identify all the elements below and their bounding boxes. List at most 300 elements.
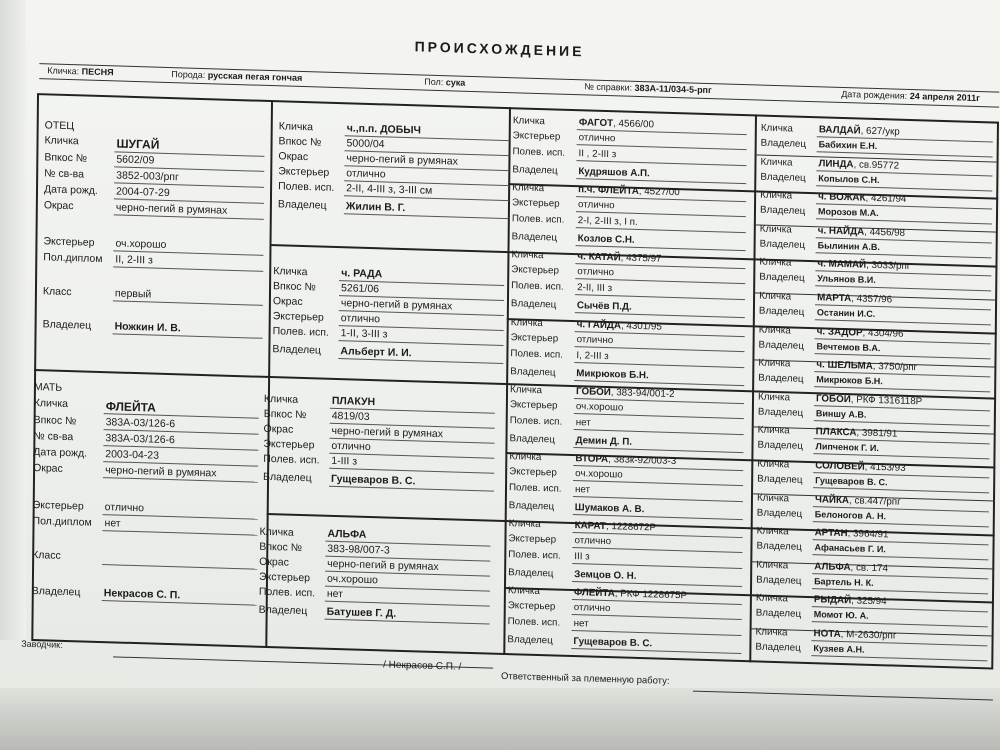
father-class: первый: [114, 287, 152, 301]
label: Полев. исп.: [508, 482, 562, 495]
underline: [344, 213, 509, 219]
great-grandparent-name: КАРАТ: [574, 520, 607, 533]
underline: [814, 386, 990, 392]
great-grandparent-name: п.ч. ФЛЕЙТА: [578, 184, 639, 198]
grandparent-vkpos: 4819/03: [331, 409, 370, 423]
label: Владелец: [759, 238, 806, 251]
grandparent-field: 2-II, 4-III з, 3-III см: [346, 182, 433, 197]
ancestor-name-value: [817, 292, 892, 305]
ancestor-owner: Копылов С.Н.: [818, 172, 880, 185]
great-grandparent-ext: отлично: [574, 535, 612, 548]
ancestor-name: ч. ВОЖАК: [818, 191, 866, 204]
underline: [815, 353, 991, 359]
label: Экстерьер: [511, 197, 560, 210]
mother-name: ФЛЕЙТА: [105, 399, 156, 415]
label: Экстерьер: [510, 331, 559, 345]
label: Владелец: [31, 584, 81, 599]
label: Кличка: [756, 492, 789, 505]
label: Кличка: [259, 525, 294, 539]
mother-color: черно-пегий в румянах: [105, 464, 217, 480]
underline: [813, 521, 989, 527]
ancestor-name-value: [815, 527, 889, 540]
underline: [575, 312, 745, 318]
underline: [572, 547, 742, 553]
great-grandparent-field: 2-II, III з: [577, 282, 613, 295]
underline: [576, 160, 746, 166]
great-grandparent-name: ФЛЕЙТА: [573, 587, 615, 600]
great-grandparent-name: ч. ГАЙДА: [576, 318, 622, 332]
great-grandparent-name: ГОБОЙ: [575, 385, 611, 398]
ancestor-number: , св. 174: [850, 562, 888, 575]
underline: [573, 514, 743, 520]
label: Владелец: [760, 137, 807, 150]
label: Кличка: [755, 626, 788, 639]
label: Окрас: [278, 150, 309, 164]
header-certificate: № справки: 383А-11/034-5-рпг: [584, 81, 712, 96]
underline: [325, 619, 490, 625]
label: Владелец: [263, 470, 312, 485]
father-ext: оч.хорошо: [115, 237, 167, 251]
ancestor-name: ч. ЗАДОР: [816, 325, 863, 339]
grandparent-ext: оч.хорошо: [326, 572, 379, 587]
great-grandparent-name: ВТОРА: [575, 453, 609, 466]
great-grandparent-ext: отлично: [576, 333, 614, 346]
grandparent-name: ч. РАДА: [341, 267, 383, 281]
label: Владелец: [757, 439, 803, 453]
label: Кличка: [759, 223, 792, 236]
grandparent-ext: отлично: [340, 312, 381, 326]
ancestor-owner: Бабихин Е.Н.: [818, 139, 878, 152]
underline: [815, 319, 991, 325]
label: Окрас: [263, 422, 294, 436]
label: Кличка: [758, 324, 791, 337]
underline: [812, 554, 988, 560]
label: Кличка: [507, 585, 540, 598]
label: Экстерьер: [32, 499, 84, 513]
great-grandparent-ext: отлично: [573, 602, 611, 615]
ancestor-name: МАРТА: [817, 292, 852, 305]
label: Экстерьер: [258, 570, 311, 585]
ancestor-name: АЛЬФА: [814, 560, 851, 574]
label: Экстерьер: [508, 533, 557, 546]
underline: [571, 648, 741, 654]
great-grandparent-field: нет: [575, 416, 591, 429]
underline: [817, 151, 993, 157]
great-grandparent-owner: Гущеваров В. С.: [573, 636, 653, 650]
label: Кличка: [278, 120, 314, 134]
great-grandparent-field: I, 2-III з: [576, 349, 609, 362]
underline: [812, 622, 988, 628]
ancestor-name-value: [814, 561, 888, 574]
label: Класс: [42, 285, 72, 299]
underline: [576, 178, 746, 184]
grandparent-owner: Гущеваров В. С.: [331, 472, 416, 488]
label: Класс: [32, 548, 61, 562]
ancestor-number: , 3964/91: [847, 528, 889, 541]
underline: [325, 586, 490, 592]
great-grandparent-ext: отлично: [577, 199, 615, 212]
label: Владелец: [758, 339, 804, 352]
underline: [113, 300, 263, 305]
mother-owner: Некрасов С. П.: [103, 587, 181, 602]
underline: [816, 252, 992, 258]
label: Дата рожд.: [43, 183, 98, 197]
label: Кличка: [757, 424, 790, 437]
underline: [815, 286, 991, 292]
ancestor-number: , 4304/96: [862, 327, 904, 340]
responsible-line: [693, 691, 993, 701]
ancestor-number: , 4456/98: [864, 226, 906, 239]
great-grandparent-number: , 4375/97: [620, 252, 662, 266]
label: Полев. исп.: [272, 325, 329, 339]
label: Полев. исп.: [278, 180, 335, 194]
great-grandparent-name-value: [579, 117, 654, 130]
label: Полев. исп.: [508, 549, 561, 562]
underline: [574, 413, 744, 419]
great-grandparent-number: , 1228672Р: [605, 521, 657, 534]
label: Владелец: [757, 473, 803, 486]
great-grandparent-number: , 383-94/001-2: [610, 386, 675, 400]
grandparent-color: черно-пегий в румянах: [346, 152, 458, 168]
ancestor-name-value: [814, 595, 887, 608]
father-cert: 3852-003/рпг: [116, 169, 179, 184]
grandparent-field: 1-II, 3-III з: [340, 327, 388, 341]
label: Кличка: [512, 115, 545, 128]
label: Владелец: [760, 171, 806, 184]
label: Кличка: [510, 316, 543, 329]
grandparent-cell: [263, 393, 499, 520]
mother-heading: МАТЬ: [33, 381, 63, 394]
great-grandparent-owner: Демин Д. П.: [575, 434, 633, 448]
underline: [113, 333, 263, 338]
header-birth-date: Дата рождения: 24 апреля 2011г: [841, 88, 980, 104]
label: Владелец: [511, 231, 558, 244]
great-grandparent-field: нет: [574, 484, 591, 496]
label: Экстерьер: [43, 235, 95, 249]
underline: [811, 655, 987, 661]
grandparent-name: ПЛАКУН: [331, 394, 376, 409]
label: Владелец: [756, 507, 803, 520]
label: Полев. исп.: [511, 213, 565, 226]
label: Пол.диплом: [32, 514, 92, 529]
underline: [575, 294, 745, 300]
label: Впкос №: [263, 407, 307, 422]
header-breed: Порода: русская пегая гончая: [171, 69, 303, 83]
label: Полев. исп.: [509, 414, 563, 428]
grandparent-name: ч.,п.п. ДОБЫЧ: [346, 122, 422, 137]
mother-diploma: нет: [104, 517, 121, 530]
ancestor-name: ч. ШЕЛЬМА: [816, 359, 873, 373]
father-vkpos: 5602/09: [116, 153, 155, 167]
label: Экстерьер: [507, 600, 556, 613]
underline: [102, 530, 257, 536]
grandparent-vkpos: 5000/04: [346, 137, 385, 151]
label: Владелец: [507, 634, 553, 647]
label: Кличка: [509, 451, 542, 464]
great-grandparent-cell: [509, 384, 748, 457]
label: Владелец: [42, 318, 92, 332]
great-grandparent-number: , 4566/00: [613, 118, 655, 131]
great-grandparent-name: ч. КАТАЙ: [577, 251, 621, 264]
great-grandparent-number: , 4301/95: [620, 320, 662, 333]
underline: [574, 380, 744, 386]
label: Экстерьер: [263, 437, 315, 452]
ancestor-name: СОЛОВЕЙ: [815, 460, 865, 473]
ancestor-name: ЛИНДА: [818, 157, 854, 170]
great-grandparent-ext: отлично: [577, 266, 615, 279]
ancestor-owner: Гущеваров В. С.: [815, 475, 888, 488]
grandparent-owner: Альберт И. И.: [340, 345, 412, 360]
ancestor-cell: [755, 626, 991, 666]
header-name: Кличка: ПЕСНЯ: [47, 65, 114, 78]
mother-cell: [31, 381, 262, 644]
father-dob: 2004-07-29: [115, 185, 170, 200]
ancestor-number: , 325/94: [851, 595, 887, 608]
father-heading: ОТЕЦ: [44, 119, 75, 133]
label: Владелец: [756, 574, 802, 587]
underline: [813, 487, 989, 493]
great-grandparent-cell: [510, 317, 749, 390]
label: Экстерьер: [509, 398, 558, 412]
label: Владелец: [272, 343, 322, 357]
label: Владелец: [755, 607, 802, 621]
ancestor-number: , св.95772: [853, 158, 900, 172]
label: Владелец: [759, 271, 805, 285]
ancestor-owner: Липченок Г. И.: [815, 441, 879, 454]
ancestor-number: , 4357/96: [851, 293, 893, 306]
label: Экстерьер: [509, 466, 557, 479]
signature: / Некрасов С.П. /: [383, 659, 462, 673]
grandparent-vkpos: 5261/06: [341, 282, 380, 296]
label: Владелец: [756, 540, 802, 554]
label: Кличка: [755, 592, 788, 605]
underline: [102, 564, 257, 570]
label: Окрас: [43, 199, 74, 213]
great-grandparent-field: нет: [573, 618, 589, 630]
ancestor-number: , 4261/94: [865, 192, 907, 206]
label: Кличка: [760, 189, 793, 202]
breeder-label: Заводчик:: [21, 638, 63, 650]
great-grandparent-cell: [508, 518, 747, 591]
ancestor-owner: Бартель Н. К.: [814, 575, 874, 588]
underline: [103, 514, 258, 520]
label: Окрас: [272, 295, 303, 308]
underline: [576, 227, 746, 233]
great-grandparent-cell: [512, 182, 751, 255]
label: Кличка: [509, 383, 543, 396]
label: Впкос №: [259, 540, 303, 554]
great-grandparent-field: 2-I, 2-III з, I п.: [577, 215, 638, 229]
label: Экстерьер: [272, 310, 324, 324]
label: Кличка: [759, 290, 792, 303]
ancestor-owner: Морозов М.А.: [817, 206, 879, 219]
underline: [573, 447, 743, 453]
ancestor-name: ПЛАКСА: [815, 426, 857, 439]
ancestor-owner: Виншу А.В.: [815, 408, 867, 420]
grandparent-field: 1-III з: [331, 454, 358, 468]
ancestor-name: АРТАН: [814, 527, 848, 540]
father-diploma: II, 2-III з: [115, 253, 153, 267]
great-grandparent-ext: оч.хорошо: [575, 468, 623, 481]
mother-ext: отлично: [104, 501, 145, 515]
ancestor-owner: Кузяев А.Н.: [813, 643, 865, 655]
father-color: черно-пегий в румянах: [115, 201, 228, 217]
great-grandparent-number: , 4527/00: [638, 186, 680, 199]
label: Владелец: [758, 305, 805, 318]
father-cell: [42, 119, 267, 372]
header-sex: Пол: сука: [424, 76, 466, 88]
label: Владелец: [757, 406, 804, 419]
great-grandparent-owner: Шумаков А. В.: [574, 502, 645, 516]
underline: [574, 362, 744, 368]
ancestor-number: , 3981/91: [856, 427, 898, 441]
label: Владелец: [512, 164, 558, 177]
underline: [572, 614, 742, 620]
underline: [812, 588, 988, 594]
grandparent-ext: отлично: [346, 167, 386, 181]
ancestor-owner: Останин И.С.: [816, 307, 876, 319]
great-grandparent-ext: отлично: [578, 132, 616, 145]
label: Кличка: [758, 357, 791, 370]
document-title: ПРОИСХОЖДЕНИЕ: [414, 38, 585, 60]
label: Кличка: [757, 391, 791, 404]
label: Кличка: [756, 525, 789, 538]
label: Кличка: [760, 122, 793, 135]
great-grandparent-name: ФАГОТ: [578, 117, 614, 130]
label: Владелец: [510, 365, 556, 379]
great-grandparent-ext: оч.хорошо: [575, 400, 624, 414]
mother-dob: 2003-04-23: [105, 448, 160, 462]
label: Экстерьер: [512, 130, 561, 143]
label: Владелец: [510, 298, 557, 311]
label: Владелец: [755, 641, 801, 654]
underline: [338, 358, 503, 364]
responsible-label: Ответственный за племенную работу:: [500, 670, 670, 687]
grandparent-color: черно-пегий в румянах: [331, 424, 444, 441]
label: Кличка: [511, 249, 544, 262]
label: Впкос №: [278, 135, 322, 149]
label: Впкос №: [33, 414, 77, 428]
label: Экстерьер: [511, 264, 559, 277]
label: Окрас: [259, 555, 289, 569]
grandparent-cell: [272, 265, 508, 392]
underline: [816, 218, 992, 224]
underline: [113, 266, 263, 271]
ancestor-name: ЧАЙКА: [814, 493, 850, 506]
label: Кличка: [33, 397, 69, 411]
ancestor-number: , 4153/93: [864, 461, 906, 474]
ancestor-number: , М-2630/рпг: [840, 628, 897, 642]
great-grandparent-number: , 383к-92/003-3: [608, 454, 677, 468]
label: Владелец: [509, 432, 555, 446]
grandparent-owner: Жилин В. Г.: [345, 200, 406, 215]
ancestor-name: ГОБОЙ: [815, 393, 851, 406]
great-grandparent-cell: [512, 115, 751, 188]
label: Кличка: [263, 392, 299, 406]
underline: [813, 454, 989, 460]
grandparent-owner: Батушев Г. Д.: [326, 605, 397, 620]
ancestor-name: ч. МАМАЙ: [817, 258, 867, 272]
grandparent-ext: отлично: [331, 439, 371, 454]
ancestor-owner: Момот Ю. А.: [813, 609, 869, 622]
label: Кличка: [759, 256, 792, 269]
great-grandparent-cell: [507, 585, 746, 658]
great-grandparent-number: , РКФ 1228675Р: [614, 588, 688, 602]
label: Полев. исп.: [258, 585, 316, 600]
ancestor-owner: Ульянов В.И.: [817, 273, 876, 286]
grandparent-name: АЛЬФА: [327, 527, 367, 541]
father-name: ШУГАЙ: [116, 136, 160, 152]
great-grandparent-owner: Микрюков Б.Н.: [576, 367, 649, 381]
underline: [814, 420, 990, 426]
label: Владелец: [508, 500, 555, 513]
underline: [572, 581, 742, 587]
underline: [572, 563, 742, 569]
label: Владелец: [277, 198, 327, 212]
ancestor-number: , РКФ 1316118Р: [850, 394, 923, 408]
grandparent-color: черно-пегий в румянах: [327, 557, 439, 574]
ancestor-name: НОТА: [813, 628, 841, 640]
label: Впкос №: [44, 151, 88, 165]
ancestor-number: , 3750/рпг: [872, 361, 918, 374]
underline: [576, 245, 746, 251]
label: Кличка: [44, 134, 79, 148]
great-grandparent-owner: Козлов С.Н.: [577, 233, 635, 247]
label: Полев. исп.: [511, 280, 564, 294]
underline: [816, 185, 992, 191]
label: Полев. исп.: [510, 347, 563, 361]
label: Полев. исп.: [263, 452, 320, 467]
grandparent-field: нет: [326, 587, 344, 601]
ancestor-name: ч. НАЙДА: [817, 225, 865, 238]
label: Полев. исп.: [512, 146, 566, 159]
label: Владелец: [758, 372, 804, 386]
great-grandparent-field: II , 2-III з: [578, 148, 617, 161]
label: Впкос №: [273, 280, 316, 294]
grandparent-cell: [258, 526, 494, 653]
label: Владелец: [258, 603, 308, 618]
grandparent-color: черно-пегий в румянах: [340, 297, 453, 313]
ancestor-number: , 627/укр: [860, 125, 900, 138]
label: Владелец: [759, 204, 806, 218]
ancestor-name: ВАЛДАЙ: [818, 124, 861, 137]
label: Кличка: [756, 559, 789, 572]
ancestor-owner: Афанасьев Г. И.: [814, 542, 886, 555]
label: Окрас: [33, 462, 63, 475]
underline: [574, 429, 744, 435]
ancestor-owner: Белоногов А. Н.: [814, 508, 887, 521]
label: Кличка: [512, 182, 545, 195]
ancestor-owner: Микрюков Б.Н.: [816, 374, 883, 387]
label: Экстерьер: [278, 165, 330, 179]
underline: [572, 630, 742, 636]
ancestor-owner: Вечтемов В.А.: [816, 340, 881, 353]
ancestor-number: , св.447/рпг: [848, 494, 901, 508]
underline: [573, 496, 743, 502]
ancestor-owner: Былинин А.В.: [817, 240, 881, 252]
underline: [573, 480, 743, 486]
label: Владелец: [508, 567, 554, 580]
great-grandparent-owner: Земцов О. Н.: [574, 569, 637, 583]
label: Кличка: [508, 518, 541, 531]
grandparent-vkpos: 383-98/007-3: [327, 542, 390, 557]
label: Пол.диплом: [43, 251, 103, 266]
label: Кличка: [760, 156, 793, 169]
ancestor-name: РЫДАЙ: [813, 594, 852, 607]
great-grandparent-owner: Сычёв П.Д.: [576, 300, 632, 314]
ancestor-number: , 3033/рпг: [866, 260, 911, 273]
label: Дата рожд.: [33, 446, 88, 460]
